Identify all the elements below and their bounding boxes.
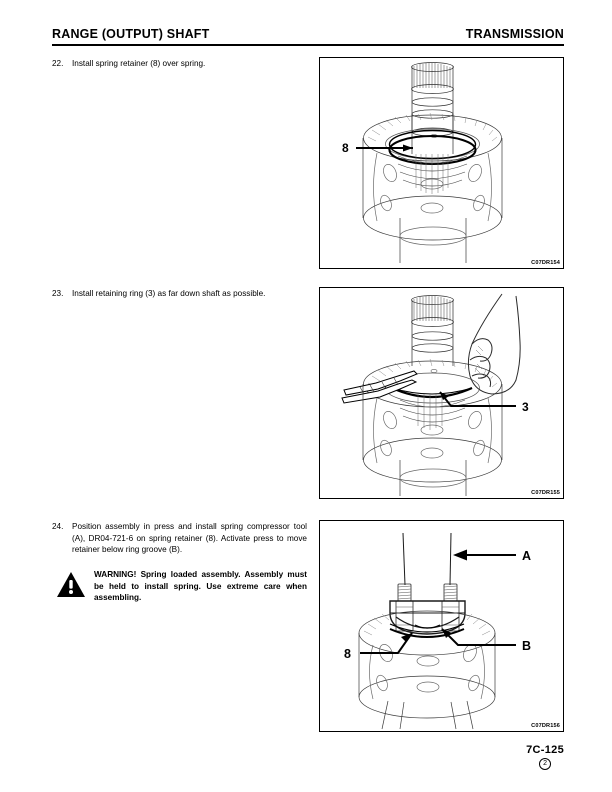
figure-1-callout-8: 8 (342, 141, 349, 155)
page-header (52, 27, 564, 46)
figure-caption: C07DR154 (531, 260, 560, 266)
step-number: 22. (52, 59, 64, 68)
figure-c07dr155 (319, 287, 564, 499)
header-section-title: RANGE (OUTPUT) SHAFT (52, 27, 210, 41)
step-instruction-text: Position assembly in press and install spring compressor tool (A), DR04-721-6 on spring retainer (8). Activate press to move retainer below ring groove (B). (72, 522, 307, 555)
step-instruction-text: Install retaining ring (3) as far down shaft as possible. (72, 289, 266, 298)
step-row-23 (52, 287, 564, 499)
figure-column-22 (307, 57, 564, 269)
step-text-column-23 (52, 287, 307, 499)
figure-caption: C07DR155 (531, 490, 560, 496)
step-text-column-22 (52, 57, 307, 269)
figure-column-24 (307, 520, 564, 732)
figure-3-callout-8: 8 (344, 647, 351, 661)
callout-leader-a (453, 550, 516, 561)
figure-2-callout-3: 3 (522, 400, 529, 414)
callout-leader-b (442, 629, 516, 645)
figure-2-line-art (320, 288, 564, 499)
figure-3-line-art (320, 521, 564, 732)
step-number: 23. (52, 289, 64, 298)
warning-triangle-icon (56, 569, 90, 604)
warning-block (52, 569, 307, 604)
header-group-title: TRANSMISSION (465, 27, 564, 41)
page-footer (526, 744, 564, 770)
step-row-22 (52, 57, 564, 269)
step-row-24 (52, 520, 564, 732)
page-number: 7C-125 (526, 744, 564, 756)
revision-number: 2 (539, 758, 551, 770)
figure-3-callout-b: B (522, 639, 532, 653)
figure-3-callout-a: A (522, 549, 532, 563)
figure-c07dr156 (319, 520, 564, 732)
step-number: 24. (52, 522, 64, 531)
figure-c07dr154 (319, 57, 564, 269)
figure-column-23 (307, 287, 564, 499)
step-24 (52, 521, 307, 556)
callout-leader-8 (360, 633, 412, 653)
callout-leader-8 (356, 145, 413, 152)
step-22 (52, 58, 307, 70)
step-text-column-24 (52, 520, 307, 732)
figure-1-line-art (320, 58, 564, 269)
step-23 (52, 288, 307, 300)
figure-caption: C07DR156 (531, 723, 560, 729)
revision-marker (526, 758, 564, 770)
step-instruction-text: Install spring retainer (8) over spring. (72, 59, 206, 68)
warning-message: WARNING! Spring loaded assembly. Assembly must be held to install spring. Use extreme care when assembling. (94, 569, 307, 603)
